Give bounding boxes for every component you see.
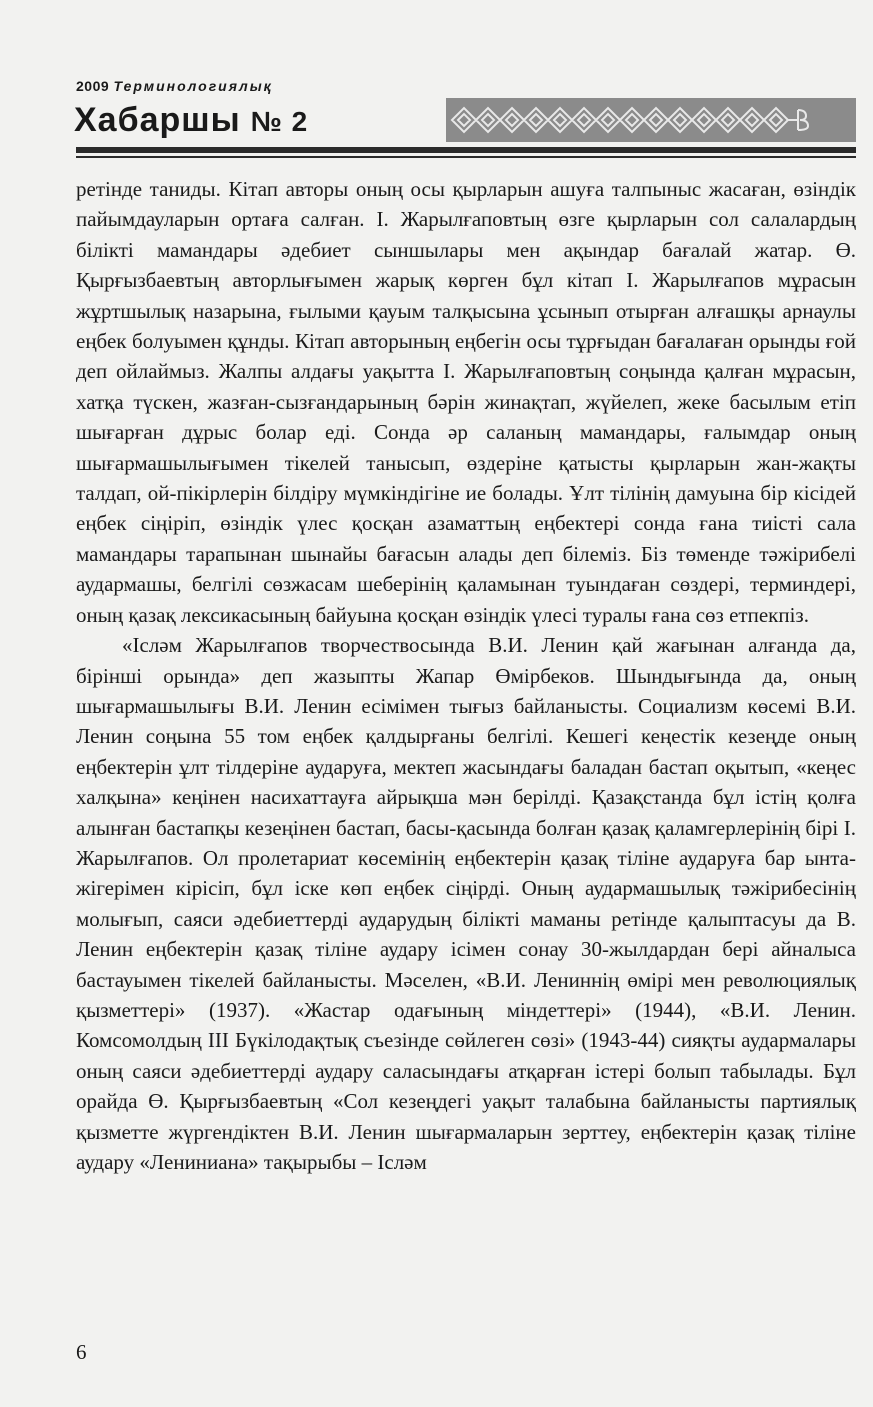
header-rule-thin xyxy=(76,156,856,158)
journal-subtitle: Терминологиялық xyxy=(113,78,273,94)
article-body xyxy=(76,174,856,1177)
ornament-band xyxy=(446,98,856,142)
page-number: 6 xyxy=(76,1340,87,1364)
journal-title-line xyxy=(74,100,308,142)
journal-title: Хабаршы xyxy=(74,101,241,139)
journal-year: 2009 xyxy=(76,78,110,94)
journal-year-line xyxy=(76,78,273,94)
page-header xyxy=(0,0,873,170)
header-rule-thick xyxy=(76,147,856,153)
paragraph-2: «Ісләм Жарылғапов творчествосында В.И. Ленин қай жағынан алғанда да, бірінші орында» деп жазыпты Жапар Өмірбеков. Шындығында да, оның шығармашылығы В.И. Ленин есімімен тығыз байланысты. Социализм көсемі В.И. Ленин соңына 55 том еңбек қалдырғаны белгілі. Кешегі кеңестік кезеңде оның еңбектерін ұлт тілдеріне аударуға, мектеп жасындағы баладан бастап оқытып, «кеңес халқына» кеңінен насихаттауға айрықша мән берілді. Қазақстанда бұл істің қолға алынған бастапқы кезеңінен бастап, басы-қасында болған қазақ қаламгерлерінің бірі І. Жарылғапов. Ол пролетариат көсемінің еңбектерін қазақ тіліне аударуға бар ынта-жігерімен кірісіп, бұл іске көп еңбек сіңірді. Оның аудармашылық тәжірибесінің молығып, саяси әдебиеттерді аударудың білікті маманы ретінде қалыптасуы да В. Ленин еңбектерін қазақ тіліне аудару ісімен сонау 30-жылдардан бері айналыса бастауымен тікелей байланысты. Мәселен, «В.И. Лениннің өмірі мен революциялық қызметтері» (1937). «Жастар одағының міндеттері» (1944), «В.И. Ленин. Комсомолдың III Бүкілодақтық съезінде сөйлеген сөзі» (1943-44) сияқты аудармалары оның саяси әдебиеттерді аудару саласындағы атқарған істері болып табылады. Бұл орайда Ө. Қырғызбаевтың «Сол кезеңдегі уақыт талабына байланысты партиялық қызметте жүргендіктен В.И. Ленин шығармаларын зерттеу, еңбектерін қазақ тіліне аудару «Лениниана» тақырыбы – Ісләм xyxy=(76,633,856,1174)
ornament-pattern-icon xyxy=(446,98,856,142)
paragraph-1: ретінде таниды. Кітап авторы оның осы қырларын ашуға талпыныс жасаған, өзіндік пайымдауларын ортаға салған. І. Жарылғаповтың өзге қырларын сол салалардың білікті мамандары әдебиет сыншылары мен ақындар бағалай жатар. Ө. Қырғызбаевтың авторлығымен жарық көрген бұл кітап І. Жарылғапов мұрасын жұртшылық назарына, ғылыми қауым талқысына ұсынып отырған алғашқы арнаулы еңбек болуымен құнды. Кітап авторының еңбегін осы тұрғыдан бағалаған орынды ғой деп ойлаймыз. Жалпы алдағы уақытта І. Жарылғаповтың соңында қалған мұрасын, хатқа түскен, жазған-сызғандарының бәрін жинақтап, жүйелеп, жеке басылым етіп шығарған дұрыс болар еді. Сонда әр саланың мамандары, ғалымдар оның шығармашылығымен тікелей танысып, өздеріне қатысты қырларын жан-жақты талдап, ой-пікірлерін білдіру мүмкіндігіне ие болады. Ұлт тілінің дамуына бір кісідей еңбек сіңіріп, өзіндік үлес қосқан азаматтың еңбектері сонда ғана тиісті сала мамандары тарапынан шынайы бағасын алады деп білеміз. Біз төменде тәжірибелі аудармашы, белгілі сөзжасам шеберінің қаламынан туындаған сөздері, терминдері, оның қазақ лексикасының байуына қосқан өзіндік үлесі туралы ғана сөз етпекпіз. xyxy=(76,177,856,627)
journal-issue: № 2 xyxy=(250,106,309,137)
